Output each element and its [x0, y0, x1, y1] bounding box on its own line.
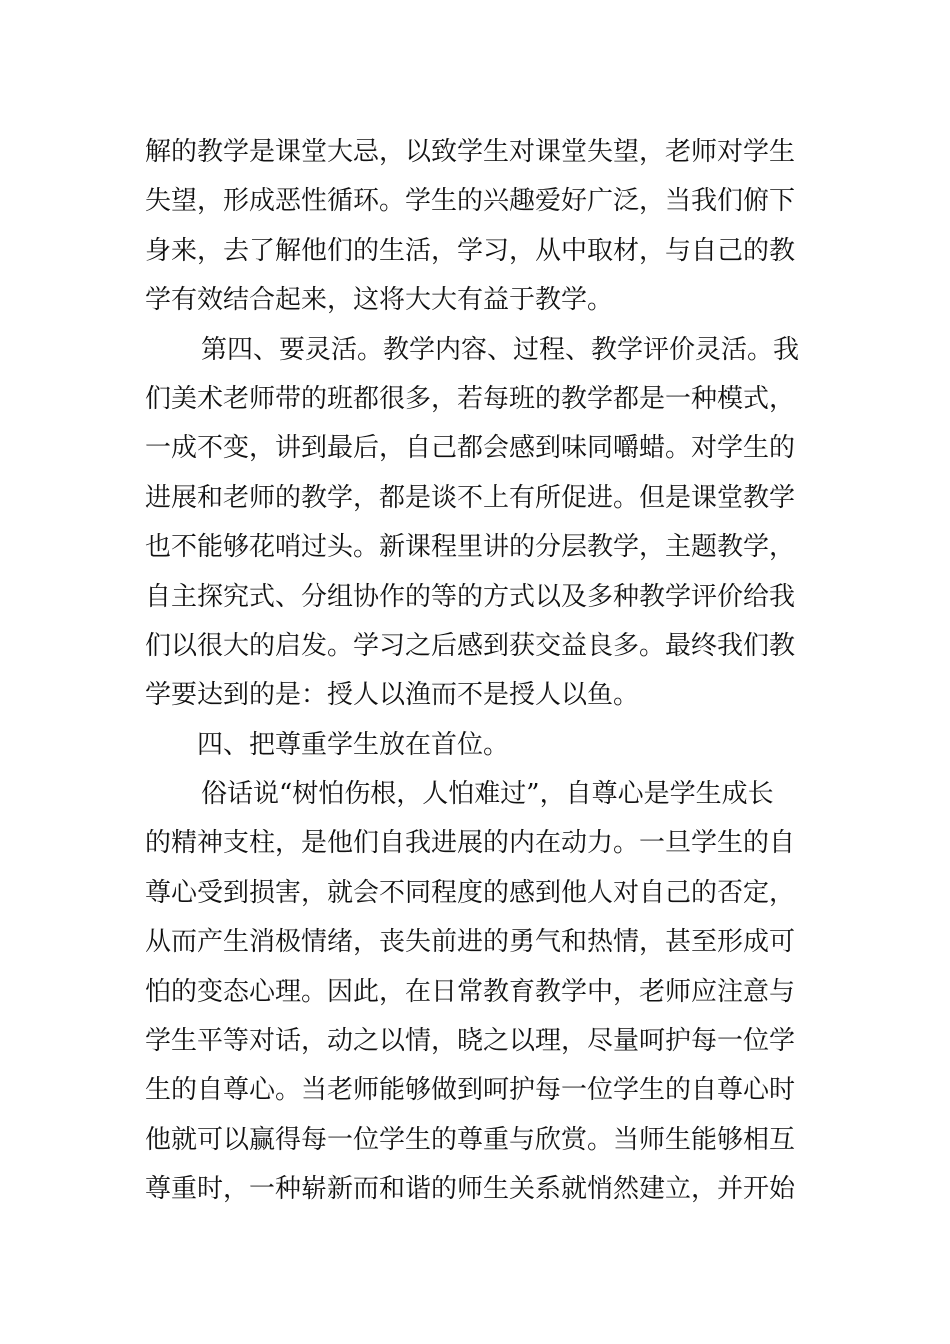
body-text: [145, 128, 815, 1215]
text-line: 也不能够花哨过头。新课程里讲的分层教学，主题教学，: [145, 532, 796, 563]
text-line: 尊心受到损害，就会不同程度的感到他人对自己的否定，: [145, 877, 796, 908]
text-line: 失望，形成恶性循环。学生的兴趣爱好广泛，当我们俯下: [145, 186, 796, 217]
text-line: 生的自尊心。当老师能够做到呵护每一位学生的自尊心时: [145, 1075, 796, 1106]
text-line: 们以很大的启发。学习之后感到获交益良多。最终我们教: [145, 630, 796, 661]
section-heading: 四、把尊重学生放在首位。: [197, 729, 510, 760]
text-line: 进展和老师的教学，都是谈不上有所促进。但是课堂教学: [145, 482, 796, 513]
text-line: 他就可以赢得每一位学生的尊重与欣赏。当师生能够相互: [145, 1124, 796, 1155]
text-line: 的精神支柱，是他们自我进展的内在动力。一旦学生的自: [145, 828, 796, 859]
text-line: 怕的变态心理。因此，在日常教育教学中，老师应注意与: [145, 976, 796, 1007]
text-line: 尊重时，一种崭新而和谐的师生关系就悄然建立，并开始: [145, 1174, 796, 1205]
text-line: 一成不变，讲到最后，自己都会感到味同嚼蜡。对学生的: [145, 433, 796, 464]
text-line: 学生平等对话，动之以情，晓之以理，尽量呵护每一位学: [145, 1026, 796, 1057]
text-line: 学有效结合起来，这将大大有益于教学。: [145, 285, 614, 316]
text-line: 解的教学是课堂大忌，以致学生对课堂失望，老师对学生: [145, 137, 796, 167]
text-line: 从而产生消极情绪，丧失前进的勇气和热情，甚至形成可: [145, 927, 796, 958]
paragraph-start-line: 第四、要灵活。教学内容、过程、教学评价灵活。我: [201, 334, 800, 365]
text-line: 自主探究式、分组协作的等的方式以及多种教学评价给我: [145, 581, 796, 612]
paragraph-start-line: 俗话说“树怕伤根，人怕难过”，自尊心是学生成长: [201, 779, 774, 810]
text-line: 身来，去了解他们的生活，学习，从中取材，与自己的教: [145, 235, 796, 266]
text-line: 们美术老师带的班都很多，若每班的教学都是一种模式，: [145, 383, 796, 414]
text-line: 学要达到的是：授人以渔而不是授人以鱼。: [145, 680, 640, 711]
